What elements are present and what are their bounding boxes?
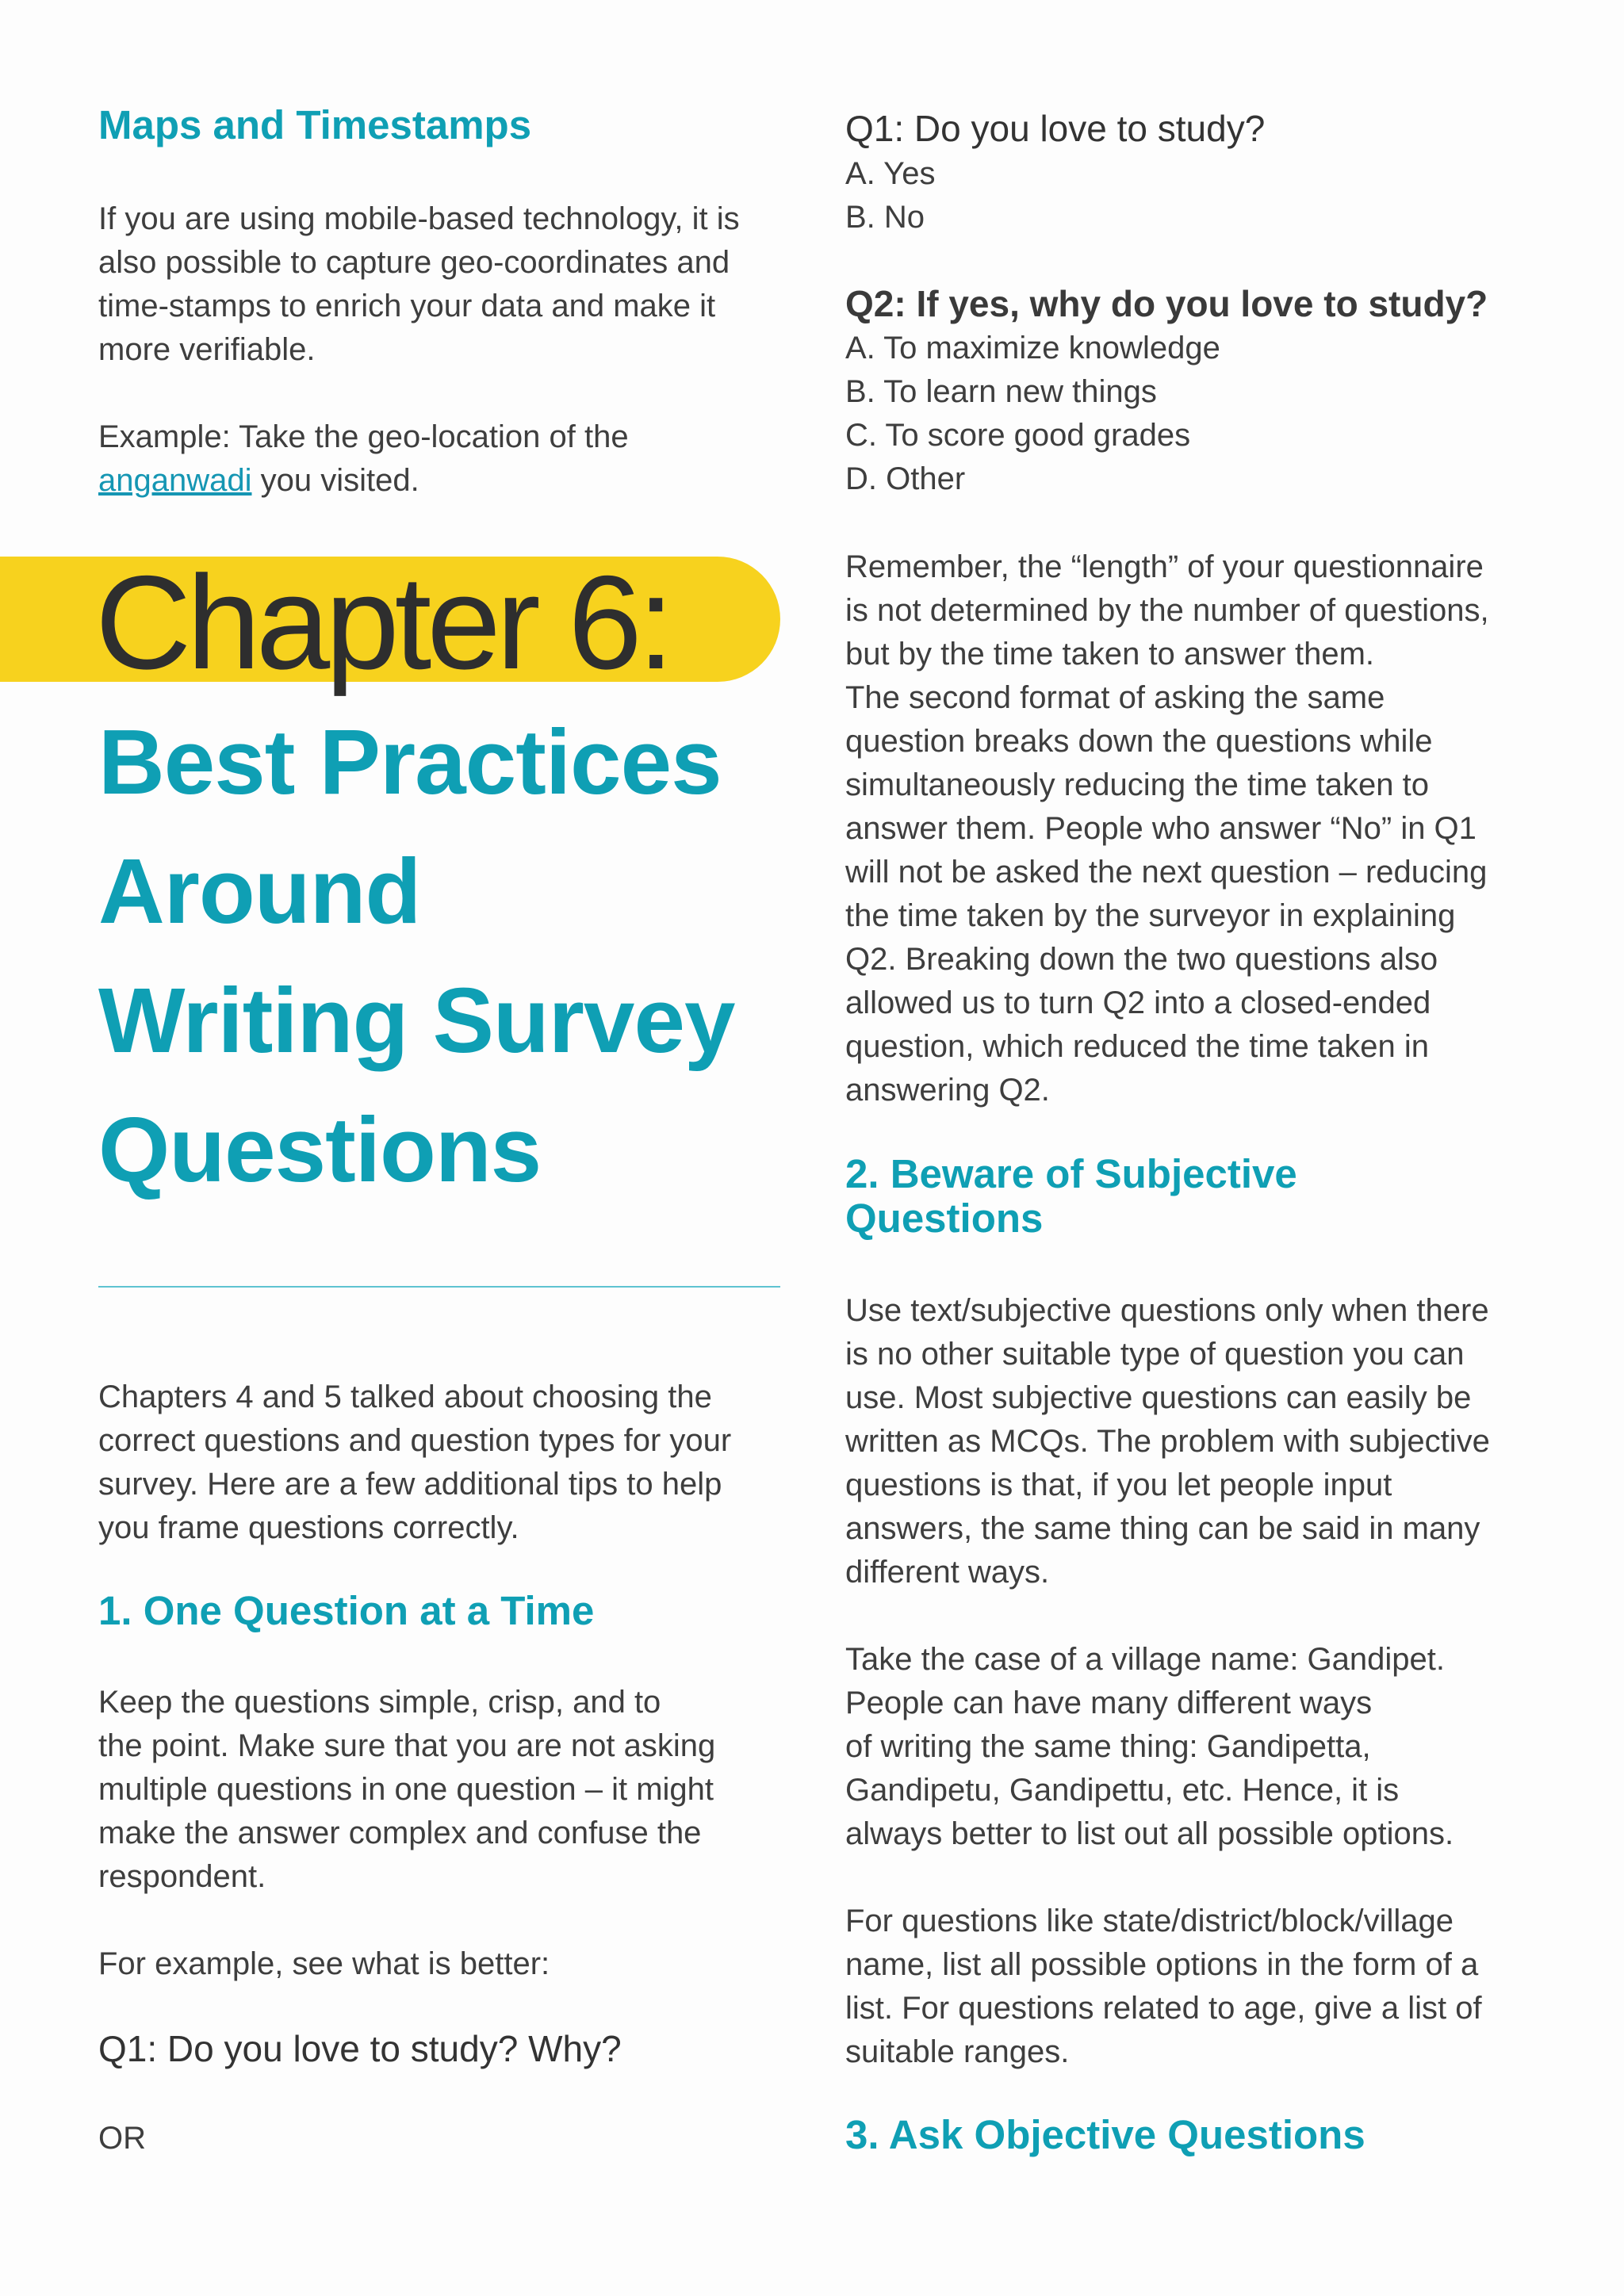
q1-heading: Q1: Do you love to study?	[845, 108, 1266, 149]
for-example-text: For example, see what is better:	[98, 1946, 550, 1981]
q2-option: C. To score good grades	[845, 418, 1191, 453]
q1-option: A. Yes	[845, 156, 936, 191]
chapter-label: Chapter 6:	[95, 548, 670, 697]
q2-option: D. Other	[845, 461, 966, 496]
remember-line: the time taken by the surveyor in explaining	[845, 898, 1456, 933]
remember-line: answer them. People who answer “No” in Q1	[845, 811, 1477, 846]
remember-line: is not determined by the number of questions,	[845, 593, 1489, 628]
section2-heading	[845, 1152, 1543, 1241]
intro-line: you frame questions correctly.	[98, 1510, 519, 1545]
section2-paragraph-3	[845, 1900, 1543, 2074]
section2-p3-line: suitable ranges.	[845, 2034, 1070, 2069]
chapter-title-line: Questions	[98, 1098, 542, 1201]
section2-p1-line: is no other suitable type of question you can	[845, 1337, 1465, 1372]
q2-option: B. To learn new things	[845, 374, 1157, 409]
section2-p3-line: name, list all possible options in the form of a	[845, 1947, 1479, 1982]
section2-heading-line: Questions	[845, 1196, 1044, 1241]
intro-paragraph	[98, 1376, 780, 1550]
section1-line: make the answer complex and confuse the	[98, 1816, 702, 1850]
q1-options	[845, 152, 1543, 239]
section2-p2-line: of writing the same thing: Gandipetta,	[845, 1729, 1371, 1764]
section1-line: Keep the questions simple, crisp, and to	[98, 1685, 661, 1720]
remember-line: allowed us to turn Q2 into a closed-ended	[845, 985, 1431, 1020]
chapter-title-line: Writing Survey	[98, 969, 735, 1072]
example-prefix: Example: Take the geo-location of the	[98, 419, 629, 454]
section2-p1-line: different ways.	[845, 1555, 1050, 1590]
section2-paragraph-1	[845, 1289, 1543, 1594]
q1-option: B. No	[845, 200, 925, 235]
chapter-title-line: Best Practices	[98, 710, 722, 813]
q2-options	[845, 327, 1543, 501]
section2-p2-line: always better to list out all possible options.	[845, 1816, 1454, 1851]
section2-p2-line: Take the case of a village name: Gandipet.	[845, 1642, 1446, 1677]
maps-paragraph	[98, 197, 780, 372]
section1-paragraph	[98, 1681, 780, 1899]
section2-heading-line: 2. Beware of Subjective	[845, 1151, 1297, 1196]
section1-line: the point. Make sure that you are not asking	[98, 1728, 716, 1763]
intro-line: Chapters 4 and 5 talked about choosing the	[98, 1380, 712, 1414]
or-text: OR	[98, 2121, 146, 2156]
section2-p1-line: Use text/subjective questions only when there	[845, 1293, 1489, 1328]
example-suffix: you visited.	[251, 463, 419, 498]
intro-line: correct questions and question types for your	[98, 1423, 732, 1458]
section2-p1-line: use. Most subjective questions can easily be	[845, 1380, 1472, 1415]
section1-line: respondent.	[98, 1859, 266, 1894]
remember-line: will not be asked the next question – reducing	[845, 855, 1488, 890]
section2-p1-line: questions is that, if you let people input	[845, 1468, 1392, 1502]
section2-p3-line: For questions like state/district/block/village	[845, 1904, 1454, 1938]
intro-line: survey. Here are a few additional tips to help	[98, 1467, 722, 1502]
remember-line: question, which reduced the time taken in	[845, 1029, 1429, 1064]
section2-p2-line: People can have many different ways	[845, 1686, 1373, 1720]
section3-heading: 3. Ask Objective Questions	[845, 2112, 1365, 2157]
remember-line: question breaks down the questions while	[845, 724, 1433, 759]
maps-timestamps-heading: Maps and Timestamps	[98, 102, 532, 147]
remember-paragraph	[845, 545, 1543, 1112]
title-divider	[98, 1286, 780, 1288]
maps-paragraph-line: time-stamps to enrich your data and make it	[98, 289, 716, 323]
section2-p3-line: list. For questions related to age, give a list of	[845, 1991, 1482, 2026]
remember-line: but by the time taken to answer them.	[845, 637, 1375, 672]
section1-line: multiple questions in one question – it might	[98, 1772, 714, 1807]
q2-option: A. To maximize knowledge	[845, 331, 1220, 365]
maps-paragraph-line: If you are using mobile-based technology, it is	[98, 201, 740, 236]
remember-line: Q2. Breaking down the two questions also	[845, 942, 1438, 977]
section2-p1-line: answers, the same thing can be said in many	[845, 1511, 1480, 1546]
remember-line: simultaneously reducing the time taken to	[845, 767, 1429, 802]
remember-line: Remember, the “length” of your questionnaire	[845, 549, 1484, 584]
section2-p2-line: Gandipetu, Gandipettu, etc. Hence, it is	[845, 1773, 1400, 1808]
remember-line: The second format of asking the same	[845, 680, 1385, 715]
maps-paragraph-line: also possible to capture geo-coordinates and	[98, 245, 730, 280]
section2-p1-line: written as MCQs. The problem with subjective	[845, 1424, 1490, 1459]
chapter-title-line: Around	[98, 840, 421, 943]
section2-paragraph-2	[845, 1638, 1543, 1856]
chapter-title	[98, 698, 780, 1215]
q2-heading: Q2: If yes, why do you love to study?	[845, 283, 1488, 324]
remember-line: answering Q2.	[845, 1073, 1050, 1108]
maps-paragraph-line: more verifiable.	[98, 332, 316, 367]
example-paragraph	[98, 415, 780, 503]
section1-heading: 1. One Question at a Time	[98, 1588, 595, 1633]
anganwadi-link[interactable]: anganwadi	[98, 463, 252, 498]
example-line-2	[98, 459, 780, 503]
combined-question: Q1: Do you love to study? Why?	[98, 2028, 622, 2069]
